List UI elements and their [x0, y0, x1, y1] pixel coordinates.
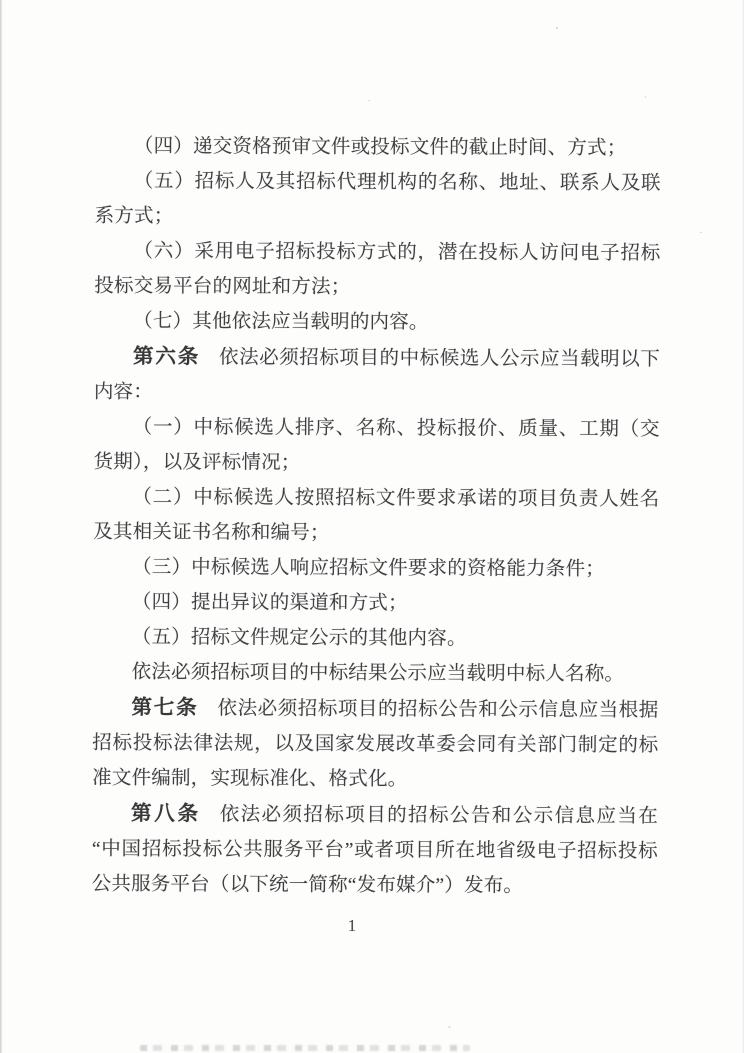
paragraph: [93, 410, 659, 482]
paragraph: [92, 690, 658, 798]
paragraph-text: 依法必须招标项目的招标公告和公示信息应当在“中国招标投标公共服务平台”或者项目所在地省级电子招标投标公共服务平台（以下统一简称“发布媒介”）发布。: [91, 804, 659, 897]
paragraph-text: 依法必须招标项目的中标候选人公示应当载明以下内容：: [93, 347, 661, 404]
paragraph: [93, 550, 659, 587]
scan-speck: [556, 27, 558, 29]
page-number: 1: [347, 916, 357, 935]
paragraph-text: （五）招标人及其招标代理机构的名称、地址、联系人及联系方式；: [94, 170, 661, 228]
paragraph: [95, 129, 661, 166]
next-page-bleed-artifact: [140, 1045, 470, 1051]
paragraph-text: （一）中标候选人排序、名称、投标报价、质量、工期（交货期），以及评标情况；: [93, 416, 660, 474]
scan-speck: [645, 96, 646, 98]
document-body: [92, 129, 661, 904]
scan-speck: [368, 100, 370, 101]
scan-edge-left-artifact: [0, 0, 3, 1053]
paragraph: [93, 585, 659, 622]
paragraph-text: （四）递交资格预审文件或投标文件的截止时间、方式；: [133, 135, 627, 160]
paragraph: [95, 164, 661, 236]
scan-speck: [700, 232, 702, 233]
paragraph-text: 依法必须招标项目的中标结果公示应当载明中标人名称。: [131, 661, 625, 686]
paragraph: [94, 304, 660, 341]
paragraph-text: （五）招标文件规定公示的其他内容。: [131, 626, 467, 650]
paragraph: [93, 480, 659, 552]
paragraph-text: （六）采用电子招标投标方式的，潜在投标人访问电子招标投标交易平台的网址和方法；: [94, 240, 661, 298]
paragraph-text: （四）提出异议的渠道和方式；: [131, 591, 408, 615]
paragraph-text: 依法必须招标项目的招标公告和公示信息应当根据招标投标法律法规，以及国家发展改革委会同有关部门制定的标准文件编制，实现标准化、格式化。: [92, 698, 659, 791]
article-number: 第八条: [130, 801, 201, 826]
paragraph: [92, 796, 658, 904]
paragraph: [94, 234, 660, 306]
article-number: 第七条: [131, 695, 199, 720]
scan-speck: [448, 1026, 451, 1028]
article-number: 第六条: [132, 344, 201, 369]
paragraph-text: （三）中标候选人响应招标文件要求的资格能力条件；: [132, 556, 605, 580]
paragraph: [93, 620, 659, 657]
paragraph: [93, 655, 659, 692]
paragraph-text: （七）其他依法应当载明的内容。: [133, 310, 429, 334]
paragraph-text: （二）中标候选人按照招标文件要求承诺的项目负责人姓名及其相关证书名称和编号；: [93, 486, 660, 544]
paragraph: [94, 339, 660, 412]
